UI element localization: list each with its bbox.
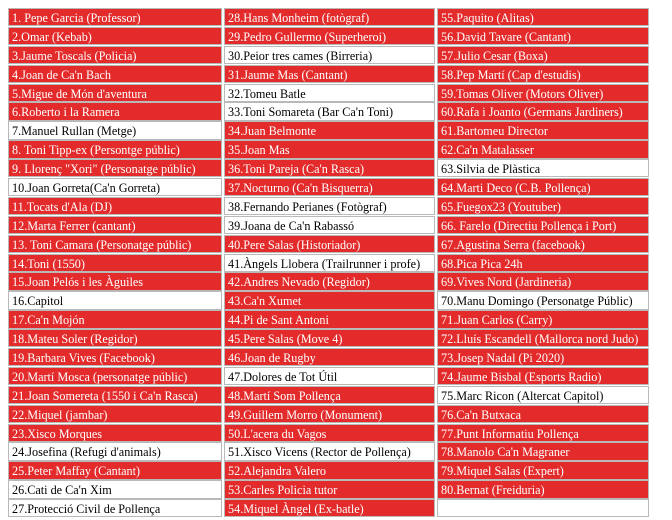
table-cell: 63.Silvia de Plàstica [437,159,649,177]
table-cell: 28.Hans Monheim (fotògraf) [224,8,435,26]
table-cell: 17.Ca'n Mojón [8,310,222,328]
table-cell: 79.Miquel Salas (Expert) [437,461,649,479]
table-cell: 40.Pere Salas (Historiador) [224,235,435,253]
table-cell: 61.Bartomeu Director [437,121,649,139]
table-cell: 37.Nocturno (Ca'n Bisquerra) [224,178,435,196]
table-cell: 41.Àngels Llobera (Trailrunner i profe) [224,254,435,272]
table-cell: 44.Pi de Sant Antoni [224,310,435,328]
table-cell: 32.Tomeu Batle [224,84,435,102]
table-cell: 66. Farelo (Directiu Pollença i Port) [437,216,649,234]
table-cell: 18.Mateu Soler (Regidor) [8,329,222,347]
table-cell: 59.Tomas Oliver (Motors Oliver) [437,84,649,102]
table-cell: 15.Joan Pelós i les Àguiles [8,272,222,290]
table-cell [437,499,649,517]
table-cell: 25.Peter Maffay (Cantant) [8,461,222,479]
table-cell: 39.Joana de Ca'n Rabassó [224,216,435,234]
table-cell: 70.Manu Domingo (Personatge Públic) [437,291,649,309]
table-cell: 47.Dolores de Tot Útil [224,367,435,385]
table-cell: 30.Peior tres cames (Birreria) [224,46,435,64]
table-cell: 5.Migue de Món d'aventura [8,84,222,102]
table-cell: 43.Ca'n Xumet [224,291,435,309]
table-cell: 52.Alejandra Valero [224,461,435,479]
table-cell: 45.Pere Salas (Move 4) [224,329,435,347]
table-cell: 48.Martí Som Pollença [224,386,435,404]
table-cell: 20.Martí Mosca (personatge públic) [8,367,222,385]
table-cell: 76.Ca'n Butxaca [437,405,649,423]
table-cell: 72.Lluís Escandell (Mallorca nord Judo) [437,329,649,347]
table-cell: 51.Xisco Vicens (Rector de Pollença) [224,442,435,460]
name-table [8,8,649,518]
table-cell: 68.Pica Pica 24h [437,254,649,272]
table-cell: 74.Jaume Bisbal (Esports Radio) [437,367,649,385]
table-cell: 22.Miquel (jambar) [8,405,222,423]
table-cell: 8. Toni Tipp-ex (Persontge públic) [8,140,222,158]
table-cell: 60.Rafa i Joanto (Germans Jardiners) [437,102,649,120]
table-cell: 3.Jaume Toscals (Policia) [8,46,222,64]
table-cell: 29.Pedro Gullermo (Superheroi) [224,27,435,45]
table-cell: 64.Marti Deco (C.B. Pollença) [437,178,649,196]
table-cell: 78.Manolo Ca'n Magraner [437,442,649,460]
table-cell: 14.Toni (1550) [8,254,222,272]
table-cell: 53.Carles Policia tutor [224,480,435,498]
table-cell: 13. Toni Camara (Personatge públic) [8,235,222,253]
table-cell: 67.Agustina Serra (facebook) [437,235,649,253]
table-cell: 73.Josep Nadal (Pi 2020) [437,348,649,366]
table-cell: 21.Joan Somereta (1550 i Ca'n Rasca) [8,386,222,404]
table-cell: 75.Marc Ricon (Altercat Capitol) [437,386,649,404]
table-cell: 23.Xisco Morques [8,424,222,442]
table-cell: 10.Joan Gorreta(Ca'n Gorreta) [8,178,222,196]
table-cell: 35.Joan Mas [224,140,435,158]
table-cell: 58.Pep Martí (Cap d'estudis) [437,65,649,83]
table-cell: 27.Protecció Civil de Pollença [8,499,222,517]
table-cell: 54.Miquel Àngel (Ex-batle) [224,499,435,517]
table-cell: 56.David Tavare (Cantant) [437,27,649,45]
table-cell: 31.Jaume Mas (Cantant) [224,65,435,83]
table-cell: 9. Llorenç "Xori" (Personatge públic) [8,159,222,177]
table-cell: 6.Roberto i la Ramera [8,102,222,120]
table-cell: 26.Cati de Ca'n Xim [8,480,222,498]
table-cell: 62.Ca'n Matalasser [437,140,649,158]
table-cell: 71.Juan Carlos (Carry) [437,310,649,328]
table-cell: 34.Juan Belmonte [224,121,435,139]
table-cell: 57.Julio Cesar (Boxa) [437,46,649,64]
table-cell: 7.Manuel Rullan (Metge) [8,121,222,139]
table-cell: 2.Omar (Kebab) [8,27,222,45]
table-cell: 42.Andres Nevado (Regidor) [224,272,435,290]
table-cell: 11.Tocats d'Ala (DJ) [8,197,222,215]
table-cell: 55.Paquito (Alitas) [437,8,649,26]
table-cell: 33.Toni Somareta (Bar Ca'n Toni) [224,102,435,120]
table-cell: 16.Capitol [8,291,222,309]
table-cell: 46.Joan de Rugby [224,348,435,366]
table-cell: 4.Joan de Ca'n Bach [8,65,222,83]
table-cell: 50.L'acera du Vagos [224,424,435,442]
table-cell: 1. Pepe Garcia (Professor) [8,8,222,26]
table-cell: 24.Josefina (Refugi d'animals) [8,442,222,460]
table-cell: 65.Fuegox23 (Youtuber) [437,197,649,215]
table-cell: 77.Punt Informatiu Pollença [437,424,649,442]
table-cell: 36.Toni Pareja (Ca'n Rasca) [224,159,435,177]
table-cell: 12.Marta Ferrer (cantant) [8,216,222,234]
table-cell: 38.Fernando Perianes (Fotògraf) [224,197,435,215]
table-cell: 49.Guillem Morro (Monument) [224,405,435,423]
table-cell: 69.Vives Nord (Jardineria) [437,272,649,290]
table-cell: 80.Bernat (Freiduria) [437,480,649,498]
table-cell: 19.Barbara Vives (Facebook) [8,348,222,366]
